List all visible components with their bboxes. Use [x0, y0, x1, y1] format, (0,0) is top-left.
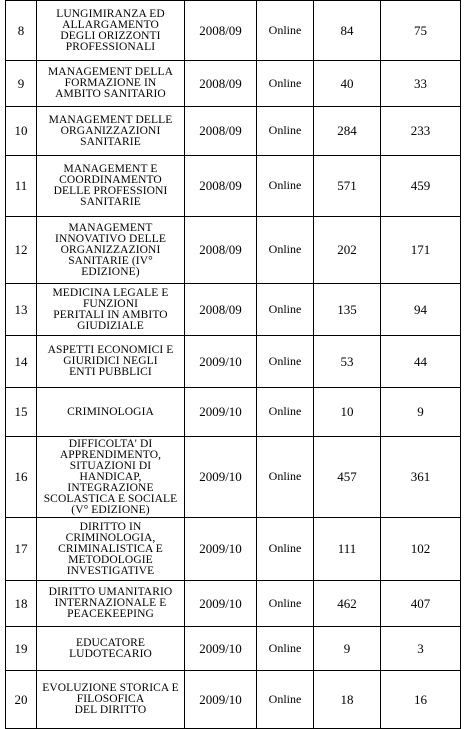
- completed-count-cell: 407: [381, 581, 461, 627]
- course-title-cell: EVOLUZIONE STORICA E FILOSOFICA DEL DIRITTO: [37, 671, 185, 729]
- enrolled-count-cell: 18: [314, 671, 381, 729]
- academic-year-cell: 2009/10: [185, 627, 257, 671]
- course-title-cell: MANAGEMENT DELLE ORGANIZZAZIONI SANITARIE: [37, 107, 185, 156]
- academic-year-cell: 2008/09: [185, 107, 257, 156]
- course-title-cell: DIFFICOLTA' DI APPRENDIMENTO, SITUAZIONI DI HANDICAP, INTEGRAZIONE SCOLASTICA E SOCIALE (V° EDIZIONE): [37, 437, 185, 518]
- academic-year-cell: 2008/09: [185, 217, 257, 284]
- delivery-mode-cell: Online: [257, 581, 314, 627]
- row-number-cell: 12: [6, 217, 37, 284]
- completed-count-cell: 94: [381, 284, 461, 336]
- enrolled-count-cell: 571: [314, 156, 381, 217]
- academic-year-cell: 2009/10: [185, 581, 257, 627]
- row-number-cell: 10: [6, 107, 37, 156]
- academic-year-cell: 2008/09: [185, 61, 257, 107]
- row-number-cell: 16: [6, 437, 37, 518]
- enrolled-count-cell: 135: [314, 284, 381, 336]
- course-title-cell: MANAGEMENT INNOVATIVO DELLE ORGANIZZAZIONI SANITARIE (IV° EDIZIONE): [37, 217, 185, 284]
- courses-table-body: [6, 1, 461, 729]
- delivery-mode-cell: Online: [257, 518, 314, 581]
- academic-year-cell: 2008/09: [185, 1, 257, 61]
- course-title-cell: MEDICINA LEGALE E FUNZIONI PERITALI IN AMBITO GIUDIZIALE: [37, 284, 185, 336]
- delivery-mode-cell: Online: [257, 1, 314, 61]
- delivery-mode-cell: Online: [257, 156, 314, 217]
- table-row: [6, 107, 461, 156]
- enrolled-count-cell: 457: [314, 437, 381, 518]
- course-title-cell: DIRITTO UMANITARIO INTERNAZIONALE E PEACEKEEPING: [37, 581, 185, 627]
- row-number-cell: 13: [6, 284, 37, 336]
- course-title-cell: CRIMINOLOGIA: [37, 388, 185, 437]
- table-row: [6, 61, 461, 107]
- row-number-cell: 17: [6, 518, 37, 581]
- delivery-mode-cell: Online: [257, 284, 314, 336]
- table-row: [6, 217, 461, 284]
- completed-count-cell: 75: [381, 1, 461, 61]
- course-title-cell: EDUCATORE LUDOTECARIO: [37, 627, 185, 671]
- table-row: [6, 627, 461, 671]
- course-title-cell: MANAGEMENT E COORDINAMENTO DELLE PROFESSIONI SANITARIE: [37, 156, 185, 217]
- delivery-mode-cell: Online: [257, 671, 314, 729]
- course-title-cell: MANAGEMENT DELLA FORMAZIONE IN AMBITO SANITARIO: [37, 61, 185, 107]
- row-number-cell: 11: [6, 156, 37, 217]
- row-number-cell: 20: [6, 671, 37, 729]
- completed-count-cell: 3: [381, 627, 461, 671]
- delivery-mode-cell: Online: [257, 61, 314, 107]
- enrolled-count-cell: 84: [314, 1, 381, 61]
- academic-year-cell: 2008/09: [185, 284, 257, 336]
- delivery-mode-cell: Online: [257, 217, 314, 284]
- enrolled-count-cell: 9: [314, 627, 381, 671]
- row-number-cell: 9: [6, 61, 37, 107]
- table-row: [6, 1, 461, 61]
- course-title-cell: ASPETTI ECONOMICI E GIURIDICI NEGLI ENTI PUBBLICI: [37, 336, 185, 388]
- academic-year-cell: 2009/10: [185, 518, 257, 581]
- row-number-cell: 8: [6, 1, 37, 61]
- course-title-cell: DIRITTO IN CRIMINOLOGIA, CRIMINALISTICA E METODOLOGIE INVESTIGATIVE: [37, 518, 185, 581]
- completed-count-cell: 44: [381, 336, 461, 388]
- completed-count-cell: 361: [381, 437, 461, 518]
- delivery-mode-cell: Online: [257, 107, 314, 156]
- courses-table: [5, 0, 461, 729]
- table-row: [6, 388, 461, 437]
- enrolled-count-cell: 53: [314, 336, 381, 388]
- table-row: [6, 671, 461, 729]
- row-number-cell: 19: [6, 627, 37, 671]
- table-row: [6, 336, 461, 388]
- row-number-cell: 18: [6, 581, 37, 627]
- course-title-cell: LUNGIMIRANZA ED ALLARGAMENTO DEGLI ORIZZONTI PROFESSIONALI: [37, 1, 185, 61]
- row-number-cell: 15: [6, 388, 37, 437]
- completed-count-cell: 33: [381, 61, 461, 107]
- table-row: [6, 437, 461, 518]
- academic-year-cell: 2009/10: [185, 437, 257, 518]
- delivery-mode-cell: Online: [257, 336, 314, 388]
- completed-count-cell: 171: [381, 217, 461, 284]
- completed-count-cell: 16: [381, 671, 461, 729]
- enrolled-count-cell: 40: [314, 61, 381, 107]
- enrolled-count-cell: 111: [314, 518, 381, 581]
- completed-count-cell: 233: [381, 107, 461, 156]
- delivery-mode-cell: Online: [257, 627, 314, 671]
- table-row: [6, 156, 461, 217]
- academic-year-cell: 2009/10: [185, 671, 257, 729]
- academic-year-cell: 2009/10: [185, 388, 257, 437]
- enrolled-count-cell: 202: [314, 217, 381, 284]
- row-number-cell: 14: [6, 336, 37, 388]
- table-row: [6, 581, 461, 627]
- completed-count-cell: 9: [381, 388, 461, 437]
- academic-year-cell: 2009/10: [185, 336, 257, 388]
- enrolled-count-cell: 284: [314, 107, 381, 156]
- completed-count-cell: 459: [381, 156, 461, 217]
- enrolled-count-cell: 10: [314, 388, 381, 437]
- table-row: [6, 518, 461, 581]
- enrolled-count-cell: 462: [314, 581, 381, 627]
- completed-count-cell: 102: [381, 518, 461, 581]
- table-row: [6, 284, 461, 336]
- delivery-mode-cell: Online: [257, 388, 314, 437]
- delivery-mode-cell: Online: [257, 437, 314, 518]
- academic-year-cell: 2008/09: [185, 156, 257, 217]
